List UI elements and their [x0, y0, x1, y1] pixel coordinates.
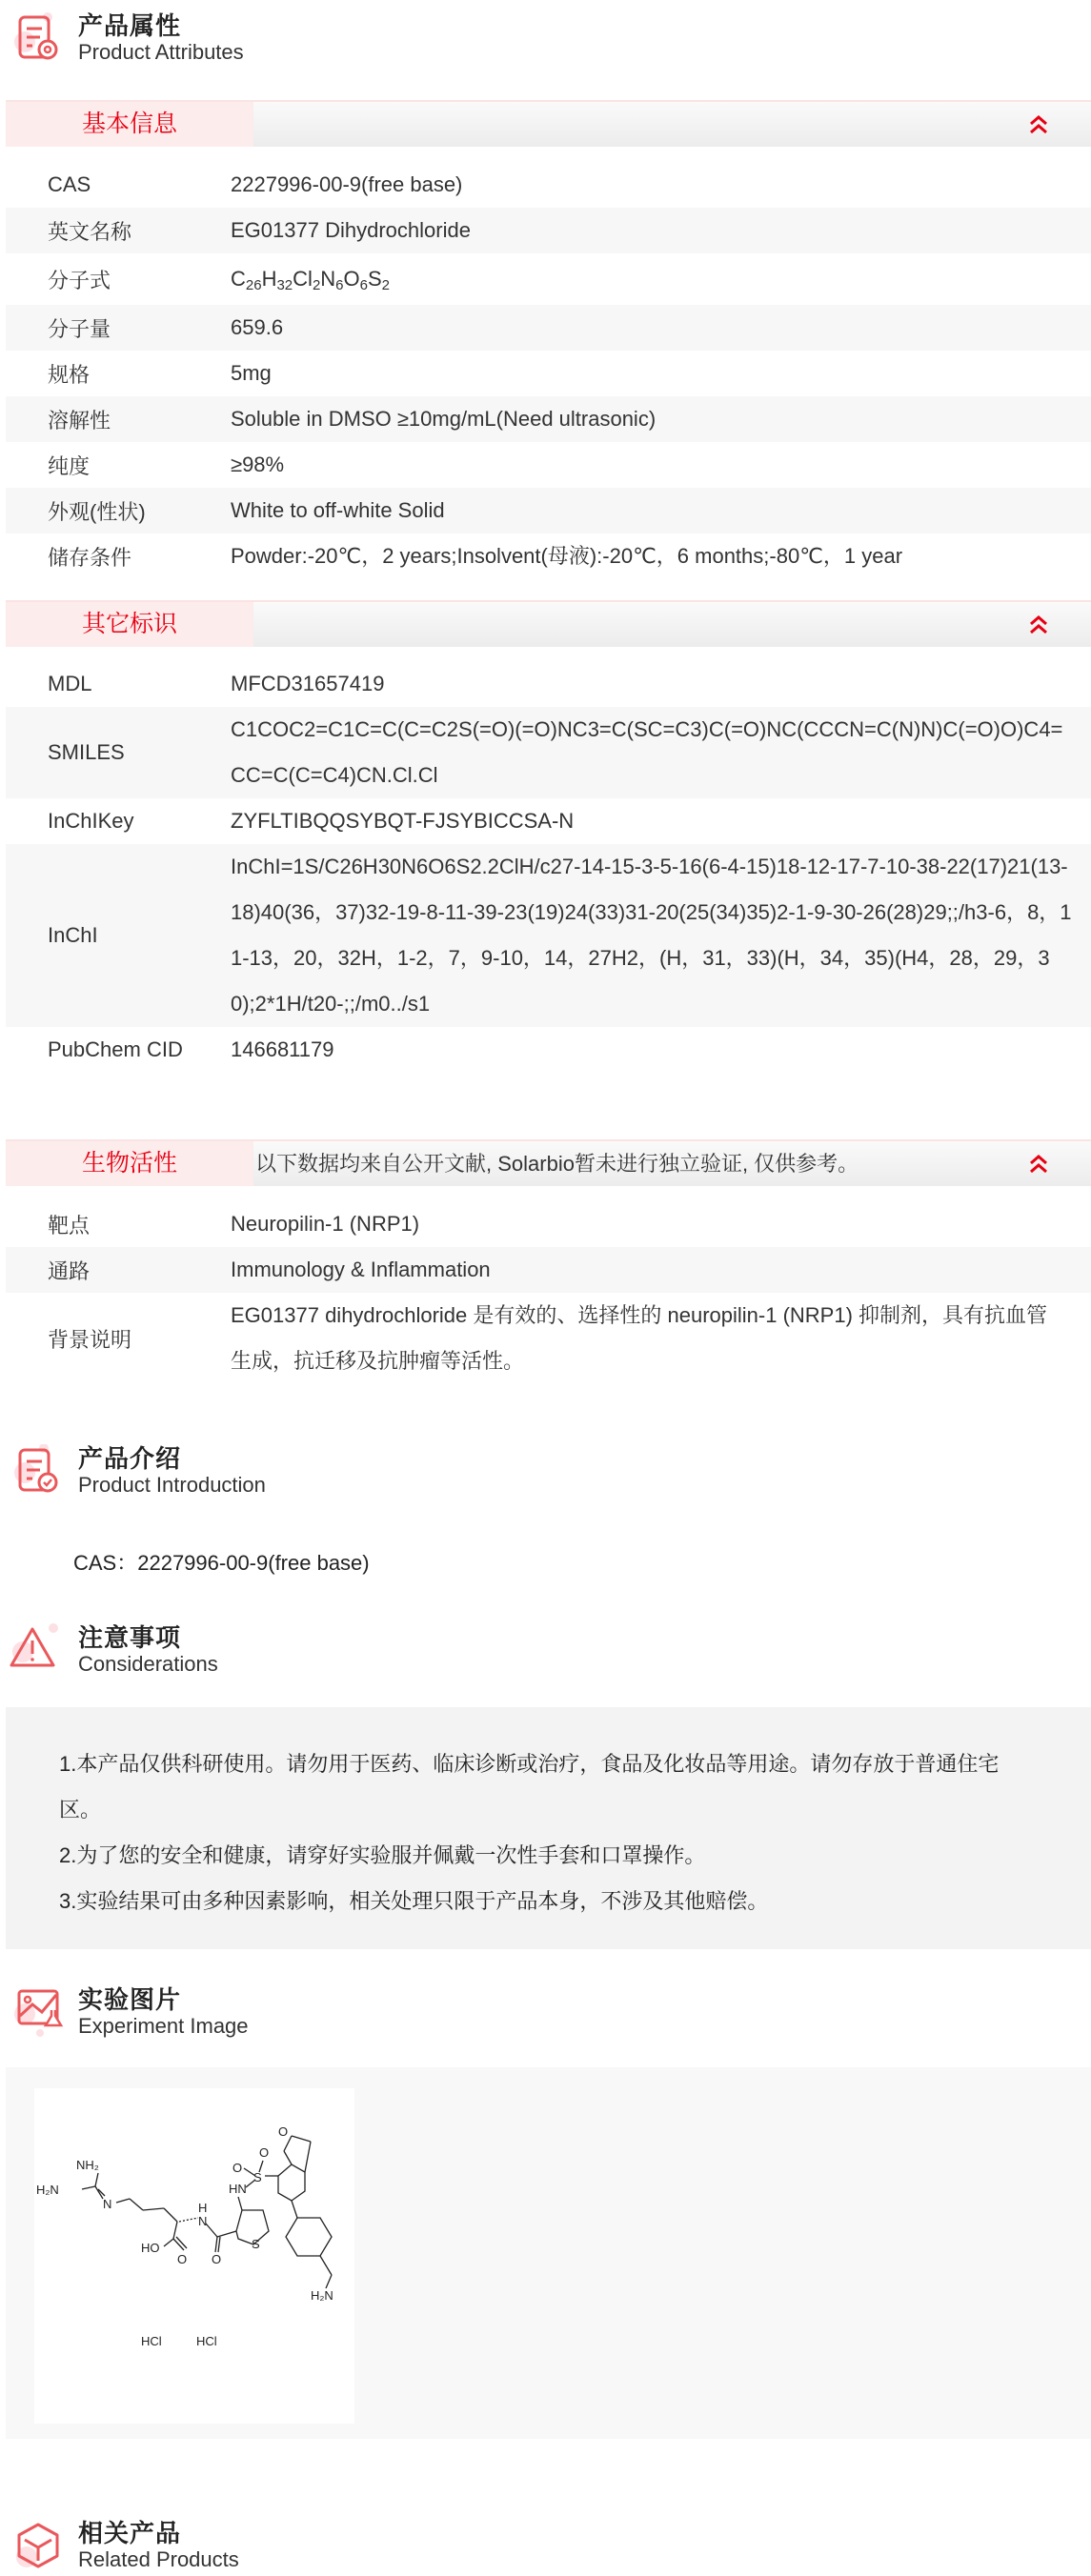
row-key: 通路 — [48, 1258, 91, 1283]
row-value: Immunology & Inflammation — [231, 1258, 491, 1281]
cube-icon — [11, 2519, 65, 2572]
image-flask-icon — [11, 1985, 65, 2039]
formula-value: $C_{26}H_{32}Cl_2N_6O_6S_2$ — [231, 267, 391, 293]
other-ids-table — [6, 661, 1091, 1073]
row-key: 规格 — [48, 362, 91, 387]
row-value: EG01377 dihydrochloride 是有效的、选择性的 neuropilin-1 (NRP1) 抑制剂，具有抗血管生成，抗迁移及抗肿瘤等活性。 — [231, 1303, 1048, 1373]
table-row — [6, 707, 1091, 798]
row-key: 背景说明 — [48, 1327, 132, 1352]
row-value: ZYFLTIBQQSYBQT-FJSYBICCSA-N — [231, 809, 575, 833]
row-key: 靶点 — [48, 1213, 91, 1238]
other-ids-bar[interactable] — [6, 600, 1091, 647]
smiles-value: C1COC2=C1C=C(C=C2S(=O)(=O)NC3=C(SC=C3)C(=O)NC(CCCN=C(N)N)C(=O)O)C4=CC=C(C=C4)CN.Cl.Cl — [231, 717, 1063, 787]
row-value: 659.6 — [231, 315, 284, 339]
section-title — [78, 1444, 266, 1498]
bio-activity-table — [6, 1201, 1091, 1384]
table-row — [6, 1247, 1091, 1293]
title-zh: 产品介绍 — [78, 1444, 182, 1473]
row-value: 146681179 — [231, 1037, 334, 1061]
section-title — [78, 11, 244, 65]
title-en: Product Introduction — [78, 1473, 266, 1497]
warning-icon — [6, 1623, 59, 1677]
table-row — [6, 661, 1091, 707]
row-key: 英文名称 — [48, 219, 132, 244]
svg-text:N: N — [103, 2197, 112, 2211]
row-value: 5mg — [231, 361, 272, 385]
document-gear-icon — [11, 11, 65, 65]
row-value: Neuropilin-1 (NRP1) — [231, 1212, 420, 1236]
consideration-item: 1.本产品仅供科研使用。请勿用于医药、临床诊断或治疗，食品及化妆品等用途。请勿存放于普通住宅区。 — [59, 1752, 1000, 1821]
svg-text:O: O — [232, 2161, 243, 2175]
table-row — [6, 1293, 1091, 1384]
table-row — [6, 844, 1091, 1027]
table-row — [6, 533, 1091, 579]
row-value: Powder:-20℃，2 years;Insolvent(母液):-20℃，6 months;-80℃，1 year — [231, 544, 903, 568]
svg-text:N: N — [198, 2214, 208, 2228]
row-value: MFCD31657419 — [231, 672, 385, 695]
row-key: PubChem CID — [48, 1037, 183, 1061]
row-key: MDL — [48, 672, 92, 695]
basic-info-bar[interactable] — [6, 100, 1091, 147]
inchi-value: InChI=1S/C26H30N6O6S2.2ClH/c27-14-15-3-5-16(6-4-15)18-12-17-7-10-38-22(17)21(13-18)40(36，37)32-19-8-11-39-23(19)24(33)31-20(25(34)35)2-1-9-30-26(28)29;;/h3-6，8，11-13，20，32H，1-2，7，9-10，14，27H2，(H，31，33)(H，34，35)(H4，28，29，30);2*1H/t20-;;/m0../s1 — [231, 855, 1072, 1016]
table-row — [6, 442, 1091, 488]
table-row — [6, 798, 1091, 844]
svg-text:HCl: HCl — [196, 2334, 217, 2348]
tab-bio-activity[interactable]: 生物活性 — [6, 1141, 253, 1186]
table-row — [6, 1201, 1091, 1247]
chemical-structure-diagram — [34, 2088, 354, 2424]
structure-image[interactable] — [34, 2088, 354, 2424]
row-key: InChIKey — [48, 809, 134, 833]
svg-text:HO: HO — [141, 2241, 160, 2255]
svg-text:O: O — [177, 2252, 188, 2266]
row-key: 溶解性 — [48, 408, 111, 433]
row-key: SMILES — [48, 740, 125, 764]
svg-text:O: O — [278, 2124, 289, 2139]
bio-activity-bar[interactable] — [6, 1139, 1091, 1186]
table-row — [6, 162, 1091, 208]
table-row — [6, 208, 1091, 253]
consideration-item: 2.为了您的安全和健康，请穿好实验服并佩戴一次性手套和口罩操作。 — [59, 1843, 706, 1867]
title-zh: 注意事项 — [78, 1623, 182, 1652]
disclaimer-note: 以下数据均来自公开文献, Solarbio暂未进行独立验证, 仅供参考。 — [255, 1152, 859, 1176]
title-en: Related Products — [78, 2547, 239, 2571]
row-value: ≥98% — [231, 453, 285, 476]
table-row — [6, 488, 1091, 533]
tab-basic-info[interactable]: 基本信息 — [6, 102, 253, 147]
title-zh: 相关产品 — [78, 2519, 182, 2547]
section-title — [78, 1623, 218, 1677]
row-value: 2227996-00-9(free base) — [231, 172, 463, 196]
svg-text:HN: HN — [229, 2182, 247, 2196]
row-key: 分子量 — [48, 316, 111, 341]
svg-text:HCl: HCl — [141, 2334, 162, 2348]
row-value: White to off-white Solid — [231, 498, 445, 522]
section-title — [78, 1985, 249, 2039]
title-en: Considerations — [78, 1652, 218, 1676]
row-value: Soluble in DMSO ≥10mg/mL(Need ultrasonic) — [231, 407, 657, 431]
experiment-image-container — [6, 2067, 1091, 2439]
collapse-chevron-icon[interactable] — [1028, 614, 1049, 636]
table-row — [6, 396, 1091, 442]
considerations-box — [6, 1707, 1091, 1949]
svg-text:S: S — [252, 2237, 260, 2251]
section-title — [78, 2519, 239, 2572]
introduction-text: CAS：2227996-00-9(free base) — [73, 1551, 370, 1575]
row-key: 储存条件 — [48, 545, 132, 570]
row-key: 纯度 — [48, 453, 91, 478]
table-row — [6, 351, 1091, 396]
svg-text:H₂N: H₂N — [36, 2183, 59, 2197]
title-en: Product Attributes — [78, 40, 244, 64]
row-key: InChI — [48, 923, 98, 947]
svg-text:O: O — [259, 2145, 270, 2160]
row-key: 外观(性状) — [48, 499, 146, 524]
svg-text:S: S — [253, 2170, 262, 2184]
collapse-chevron-icon[interactable] — [1028, 1153, 1049, 1176]
table-row — [6, 305, 1091, 351]
document-check-icon — [11, 1444, 65, 1498]
svg-text:H₂N: H₂N — [311, 2288, 333, 2303]
svg-text:H: H — [198, 2201, 208, 2215]
row-key: 分子式 — [48, 268, 111, 292]
table-row — [6, 253, 1091, 305]
svg-text:O: O — [212, 2252, 222, 2266]
table-row — [6, 1027, 1091, 1073]
svg-text:NH₂: NH₂ — [76, 2158, 99, 2172]
basic-info-table — [6, 162, 1091, 579]
title-en: Experiment Image — [78, 2014, 249, 2038]
title-zh: 产品属性 — [78, 11, 182, 40]
row-value: EG01377 Dihydrochloride — [231, 218, 471, 242]
title-zh: 实验图片 — [78, 1985, 182, 2014]
row-key: CAS — [48, 172, 91, 196]
collapse-chevron-icon[interactable] — [1028, 113, 1049, 136]
tab-other-ids[interactable]: 其它标识 — [6, 602, 253, 647]
consideration-item: 3.实验结果可由多种因素影响，相关处理只限于产品本身，不涉及其他赔偿。 — [59, 1889, 769, 1913]
